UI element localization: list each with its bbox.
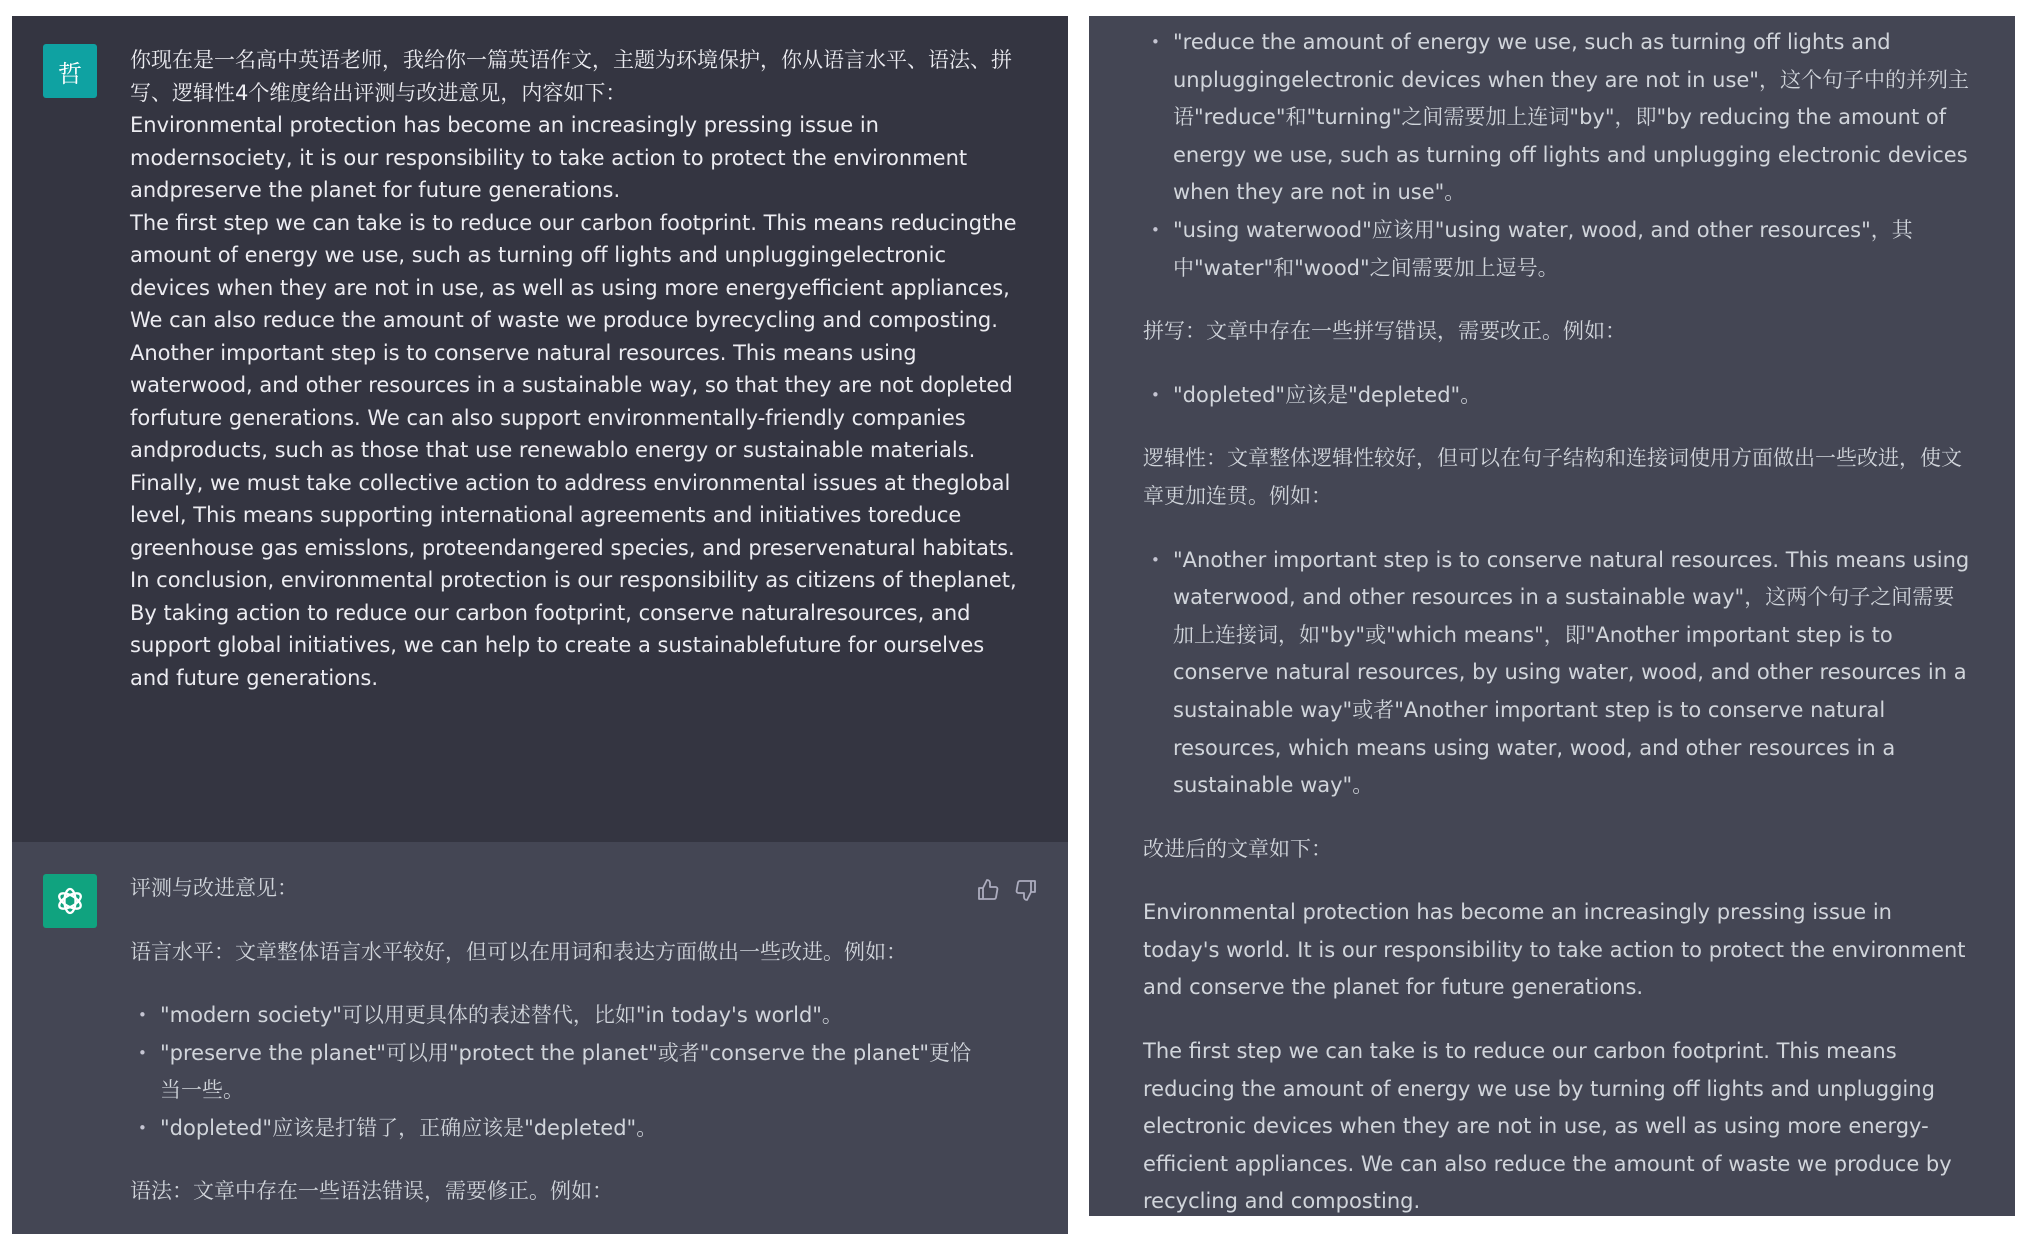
improved-essay-intro: 改进后的文章如下：: [1143, 836, 1332, 861]
grammar-section: 语法：文章中存在一些语法错误，需要修正。例如：: [130, 1179, 613, 1203]
list-item: • "preserve the planet"可以用"protect the planet"或者"conserve the planet"更恰当一些。: [130, 1035, 980, 1110]
list-item: • "Another important step is to conserve natural resources. This means using waterwood, and other resources in a sustainable way"，这两个句子之间需要加上连接词，如"by"或"which means"，即"Another important step is to conserve natural resources, by using water, wood, and other resources in a sustainable way"或者"Another important step is to conserve natural resources, which means using water, wood, and other resources in a sustainable way"。: [1143, 542, 1973, 805]
list-item: • "dopleted"应该是"depleted"。: [1143, 377, 1973, 415]
spelling-list: [1143, 377, 1973, 415]
essay-paragraph-5: In conclusion, environmental protection is our responsibility as citizens of theplanet, By taking action to reduce our carbon footprint, conserve naturalresources, and support global initiatives, we can help to create a sustainablefuture for ourselves and future generations.: [130, 568, 1017, 690]
list-item: • "reduce the amount of energy we use, such as turning off lights and unpluggingelectronic devices when they are not in use"，这个句子中的并列主语"reduce"和"turning"之间需要加上连词"by"，即"by reducing the amount of energy we use, such as turning off lights and unplugging electronic devices when they are not in use"。: [1143, 24, 1973, 212]
openai-logo-icon: [43, 874, 97, 928]
user-prompt: 你现在是一名高中英语老师，我给你一篇英语作文，主题为环境保护，你从语言水平、语法、拼写、逻辑性4个维度给出评测与改进意见，内容如下：: [130, 48, 1012, 105]
improved-paragraph-1: Environmental protection has become an increasingly pressing issue in today's world. It is our responsibility to take action to protect the environment and conserve the planet for future generations.: [1143, 900, 1966, 1000]
language-level-list: [130, 997, 980, 1147]
user-message-text: [130, 44, 1020, 694]
thumbs-down-icon[interactable]: [1014, 878, 1038, 902]
list-item: • "modern society"可以用更具体的表述替代，比如"in today's world"。: [130, 997, 980, 1035]
feedback-buttons: [976, 878, 1038, 902]
logic-list: [1143, 542, 1973, 805]
language-level-section: 语言水平：文章整体语言水平较好，但可以在用词和表达方面做出一些改进。例如：: [130, 939, 907, 964]
left-screenshot-panel: [12, 16, 1068, 1234]
spelling-section: 拼写：文章中存在一些拼写错误，需要改正。例如：: [1143, 319, 1626, 344]
essay-paragraph-3: Another important step is to conserve natural resources. This means using waterwood, and other resources in a sustainable way, so that they are not dopleted forfuture generations. We can also support environmentally-friendly companies andproducts, such as those that use renewablo energy or sustainable materials.: [130, 340, 1013, 462]
improved-paragraph-2: The first step we can take is to reduce our carbon footprint. This means reducing the amount of energy we use by turning off lights and unplugging electronic devices when they are not in use, as well as using more energy-efficient appliances. We can also reduce the amount of waste we produce by recycling and composting.: [1143, 1039, 1952, 1214]
essay-paragraph-2: The first step we can take is to reduce our carbon footprint. This means reducingthe amount of energy we use, such as turning off lights and unpluggingelectronic devices when they are not in use, as well as using more energyefficient appliances, We can also reduce the amount of waste we produce byrecycling and composting.: [130, 210, 1017, 332]
essay-paragraph-4: Finally, we must take collective action to address environmental issues at theglobal level, This means supporting international agreements and initiatives toreduce greenhouse gas emisslons, proteendangered species, and preservenatural habitats.: [130, 470, 1015, 560]
assistant-heading: 评测与改进意见：: [130, 876, 298, 900]
user-message: [12, 16, 1068, 842]
assistant-message-continued: [1143, 24, 1973, 1216]
list-item: • "using waterwood"应该用"using water, wood, and other resources"，其中"water"和"wood"之间需要加上逗号。: [1143, 212, 1973, 287]
user-avatar: 哲: [43, 44, 97, 98]
right-screenshot-panel: [1089, 16, 2015, 1216]
assistant-message-text: [130, 870, 980, 1211]
grammar-list: [1143, 24, 1973, 287]
list-item: • "dopleted"应该是打错了，正确应该是"depleted"。: [130, 1110, 980, 1148]
essay-paragraph-1: Environmental protection has become an increasingly pressing issue in modernsociety, it is our responsibility to take action to protect the environment andpreserve the planet for future generations.: [130, 113, 968, 202]
logic-section: 逻辑性：文章整体逻辑性较好，但可以在句子结构和连接词使用方面做出一些改进，使文章更加连贯。例如：: [1143, 446, 1962, 508]
